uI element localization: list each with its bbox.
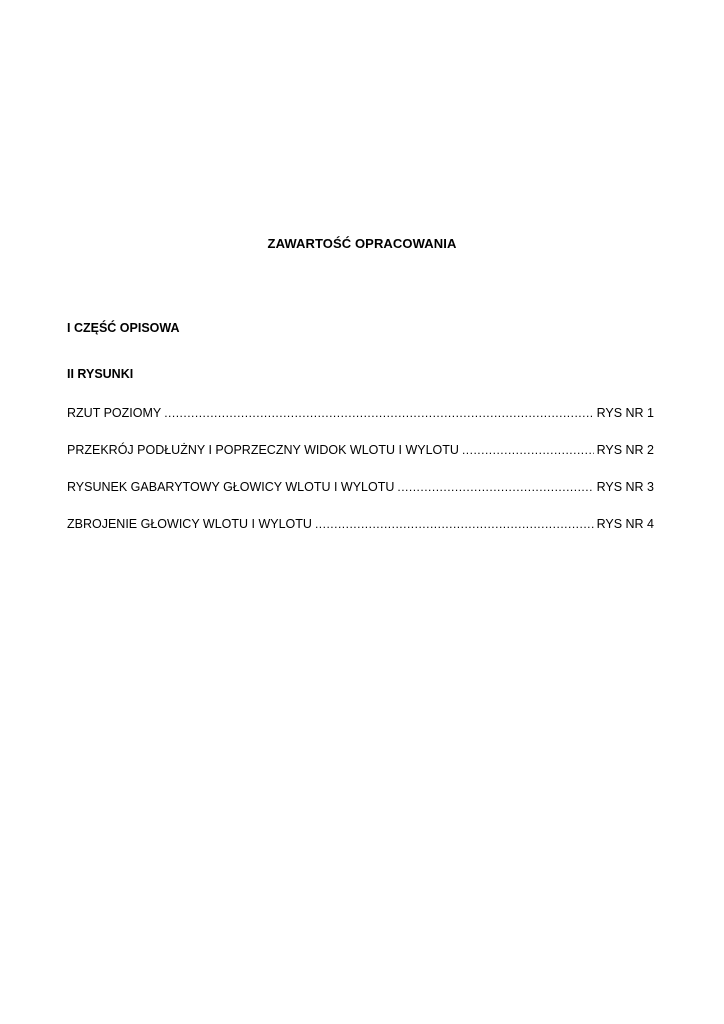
toc-entry-label: RYSUNEK GABARYTOWY GŁOWICY WLOTU I WYLOTU: [67, 480, 395, 494]
toc-entry-label: PRZEKRÓJ PODŁUŻNY I POPRZECZNY WIDOK WLOTU I WYLOTU: [67, 443, 459, 457]
toc-entry: [67, 479, 654, 495]
toc-entry-ref: RYS NR 1: [596, 406, 654, 420]
toc-dot-leader: [397, 479, 593, 495]
section-heading-drawings: II RYSUNKI: [67, 367, 134, 381]
toc-entry-ref: RYS NR 2: [596, 443, 654, 457]
page-title: ZAWARTOŚĆ OPRACOWANIA: [267, 236, 457, 251]
toc-dot-leader: [164, 405, 593, 421]
section-heading-descriptive: I CZĘŚĆ OPISOWA: [67, 321, 180, 335]
toc-entry: [67, 516, 654, 532]
toc-dot-leader: [315, 516, 594, 532]
toc-entry-label: ZBROJENIE GŁOWICY WLOTU I WYLOTU: [67, 517, 312, 531]
toc-dot-leader: [462, 442, 594, 458]
toc-entry: [67, 442, 654, 458]
toc-entry-ref: RYS NR 3: [596, 480, 654, 494]
toc-entry-label: RZUT POZIOMY: [67, 406, 162, 420]
toc-entry-ref: RYS NR 4: [596, 517, 654, 531]
toc-entry: [67, 405, 654, 421]
